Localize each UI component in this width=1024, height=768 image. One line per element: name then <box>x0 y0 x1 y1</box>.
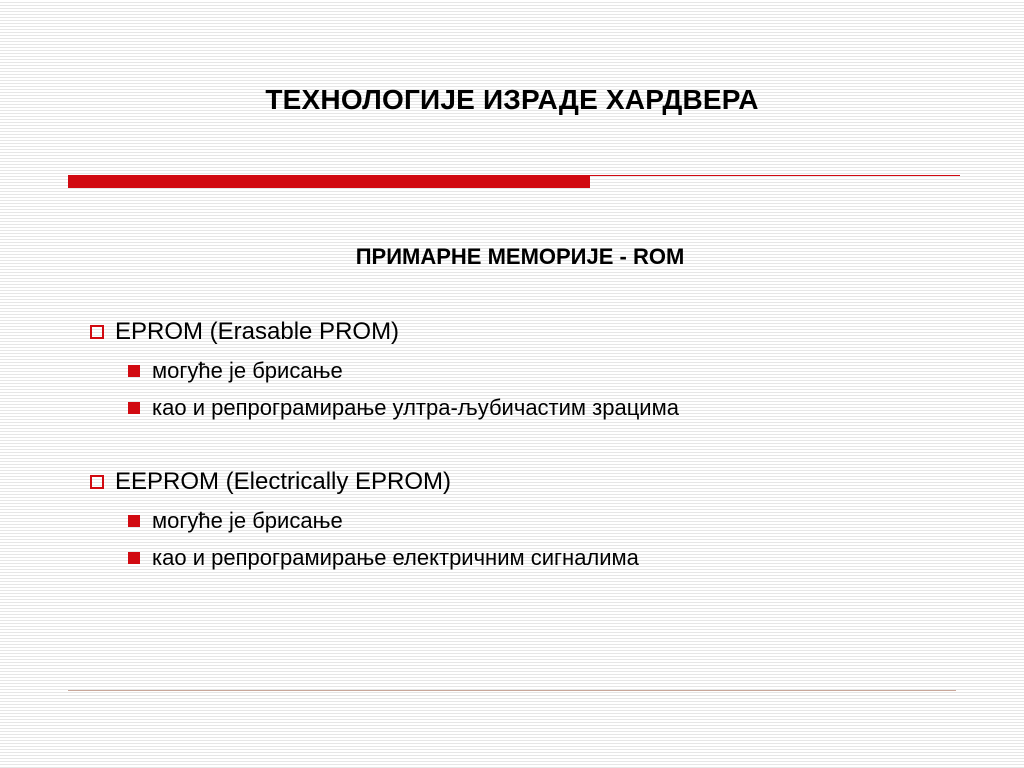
list-item-text: EEPROM (Electrically EPROM) <box>115 468 452 495</box>
sub-list-item-text: као и репрограмирање ултра-љубичастим зрацима <box>152 395 679 420</box>
list-item-text: EPROM (Erasable PROM) <box>115 318 400 345</box>
hollow-square-bullet-icon <box>90 325 104 339</box>
filled-square-bullet-icon <box>128 515 140 527</box>
list-item-eprom <box>90 318 399 346</box>
footer-divider <box>68 690 956 691</box>
sub-list-item <box>128 508 343 534</box>
sub-list-item <box>128 545 639 571</box>
slide-subtitle: ПРИМАРНЕ МЕМОРИЈЕ - ROM <box>355 244 685 269</box>
title-underline-thin <box>590 175 960 176</box>
slide-title: ТЕХНОЛОГИЈЕ ИЗРАДЕ ХАРДВЕРА <box>265 84 759 115</box>
hollow-square-bullet-icon <box>90 475 104 489</box>
sub-list-item <box>128 395 679 421</box>
filled-square-bullet-icon <box>128 402 140 414</box>
list-item-eeprom <box>90 468 451 496</box>
sub-list-item <box>128 358 343 384</box>
sub-list-item-text: могуће је брисање <box>152 358 343 383</box>
sub-list-item-text: могуће је брисање <box>152 508 343 533</box>
sub-list-item-text: као и репрограмирање електричним сигналима <box>152 545 639 570</box>
title-underline-thick <box>68 175 590 188</box>
filled-square-bullet-icon <box>128 552 140 564</box>
filled-square-bullet-icon <box>128 365 140 377</box>
